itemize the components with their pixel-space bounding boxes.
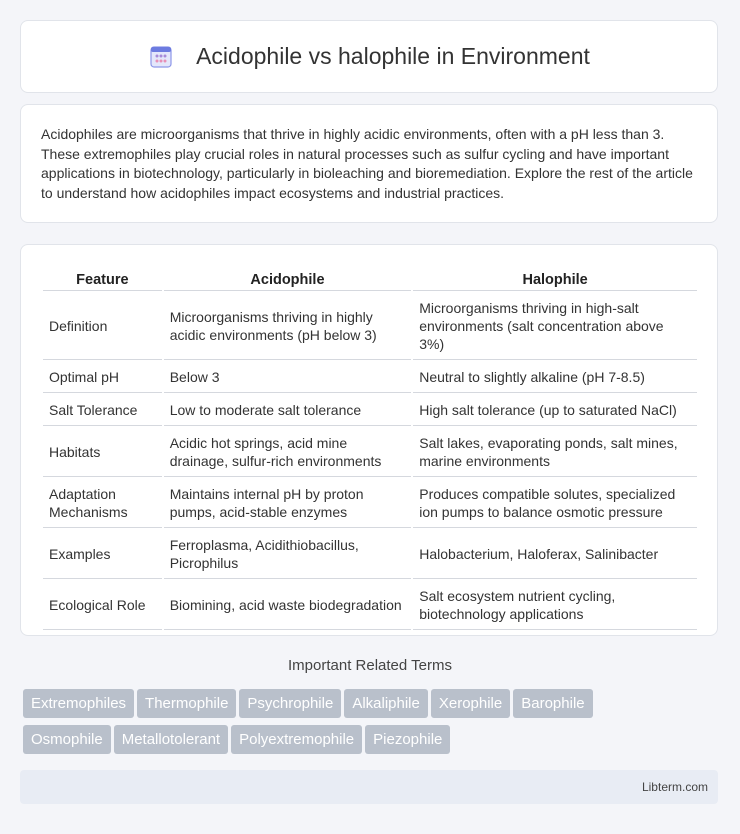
comparison-card [20, 244, 718, 636]
halophile-cell: Salt lakes, evaporating ponds, salt mines, marine environments [413, 428, 697, 477]
title-card [20, 20, 718, 93]
acidophile-cell: Biomining, acid waste biodegradation [164, 581, 412, 630]
tag-thermophile[interactable]: Thermophile [137, 689, 236, 718]
table-row [43, 581, 697, 630]
tag-xerophile[interactable]: Xerophile [431, 689, 510, 718]
calendar-grid-icon [148, 44, 174, 70]
halophile-cell: Microorganisms thriving in high-salt environments (salt concentration above 3%) [413, 293, 697, 360]
acidophile-cell: Ferroplasma, Acidithiobacillus, Picrophilus [164, 530, 412, 579]
acidophile-cell: Below 3 [164, 362, 412, 393]
tag-alkaliphile[interactable]: Alkaliphile [344, 689, 428, 718]
tag-metallotolerant[interactable]: Metallotolerant [114, 725, 228, 754]
table-row [43, 293, 697, 360]
acidophile-cell: Low to moderate salt tolerance [164, 395, 412, 426]
table-header-row [43, 267, 697, 291]
feature-cell: Examples [43, 530, 162, 579]
acidophile-cell: Maintains internal pH by proton pumps, acid-stable enzymes [164, 479, 412, 528]
feature-cell: Habitats [43, 428, 162, 477]
acidophile-cell: Microorganisms thriving in highly acidic environments (pH below 3) [164, 293, 412, 360]
table-row [43, 428, 697, 477]
table-row [43, 395, 697, 426]
table-row [43, 530, 697, 579]
footer-site-link[interactable]: Libterm.com [641, 780, 708, 794]
intro-card [20, 104, 718, 223]
page-title: Acidophile vs halophile in Environment [196, 43, 590, 69]
halophile-cell: Neutral to slightly alkaline (pH 7-8.5) [413, 362, 697, 393]
acidophile-cell: Acidic hot springs, acid mine drainage, sulfur-rich environments [164, 428, 412, 477]
header-halophile: Halophile [413, 267, 697, 291]
intro-text: Acidophiles are microorganisms that thrive in highly acidic environments, often with a pH less than 3. These extremophiles play crucial roles in natural processes such as sulfur cycling and have important applications in biotechnology, particularly in bioleaching and bioremediation. Explore the rest of the article to understand how acidophiles impact ecosystems and industrial practices. [41, 126, 693, 201]
tag-polyextremophile[interactable]: Polyextremophile [231, 725, 362, 754]
tag-piezophile[interactable]: Piezophile [365, 725, 450, 754]
feature-cell: Ecological Role [43, 581, 162, 630]
tag-psychrophile[interactable]: Psychrophile [239, 689, 341, 718]
halophile-cell: Salt ecosystem nutrient cycling, biotechnology applications [413, 581, 697, 630]
feature-cell: Adaptation Mechanisms [43, 479, 162, 528]
feature-cell: Optimal pH [43, 362, 162, 393]
header-feature: Feature [43, 267, 162, 291]
header-acidophile: Acidophile [164, 267, 412, 291]
table-row [43, 479, 697, 528]
feature-cell: Salt Tolerance [43, 395, 162, 426]
related-terms-title: Important Related Terms [288, 657, 452, 674]
table-row [43, 362, 697, 393]
tag-barophile[interactable]: Barophile [513, 689, 592, 718]
footer [20, 770, 718, 804]
tag-osmophile[interactable]: Osmophile [23, 725, 111, 754]
feature-cell: Definition [43, 293, 162, 360]
halophile-cell: High salt tolerance (up to saturated NaCl) [413, 395, 697, 426]
halophile-cell: Halobacterium, Haloferax, Salinibacter [413, 530, 697, 579]
halophile-cell: Produces compatible solutes, specialized ion pumps to balance osmotic pressure [413, 479, 697, 528]
tag-extremophiles[interactable]: Extremophiles [23, 689, 134, 718]
related-terms-list [23, 689, 723, 761]
comparison-table [41, 265, 699, 632]
